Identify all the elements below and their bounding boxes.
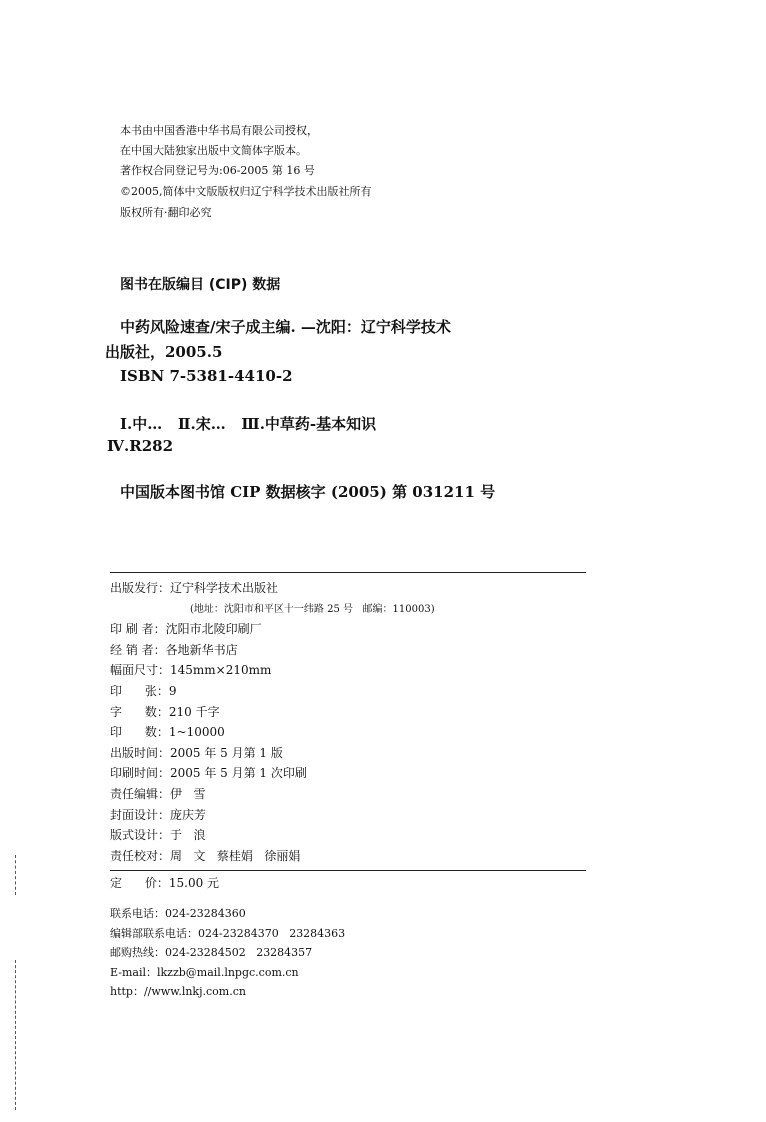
license-line: ©2005,简体中文版版权归辽宁科学技术出版社所有 — [120, 185, 372, 198]
colophon-line: 责任编辑：伊 雪 — [110, 787, 206, 801]
colophon-line: 版式设计：于 浪 — [110, 828, 206, 843]
divider — [110, 870, 586, 871]
cip-record-number: 中国版本图书馆 CIP 数据核字 (2005) 第 031211 号 — [120, 483, 496, 501]
colophon-line: 幅面尺寸：145mm×210mm — [110, 663, 272, 678]
colophon-line: 字 数：210 千字 — [110, 704, 220, 719]
cip-heading: 图书在版编目 (CIP) 数据 — [120, 277, 281, 293]
colophon-line: 印 数：1~10000 — [110, 725, 225, 740]
license-line: 在中国大陆独家出版中文简体字版本。 — [120, 144, 307, 157]
scan-mark — [15, 960, 16, 1110]
contact-line: 联系电话：024-23284360 — [110, 907, 246, 920]
cip-title-line: 出版社，2005.5 — [105, 343, 223, 361]
cip-classification: Ⅳ.R282 — [107, 437, 174, 455]
colophon-line: 出版时间：2005 年 5 月第 1 版 — [110, 745, 283, 760]
colophon-line: 封面设计：庞庆芳 — [110, 807, 207, 822]
contact-line: 编辑部联系电话：024-23284370 23284363 — [110, 926, 346, 940]
contact-line: E-mail：lkzzb@mail.lnpgc.com.cn — [110, 965, 299, 979]
contact-line: http：//www.lnkj.com.cn — [110, 985, 246, 998]
scan-mark — [15, 855, 16, 895]
colophon-line: 出版发行：辽宁科学技术出版社 — [110, 581, 279, 595]
colophon-line: 经 销 者：各地新华书店 — [110, 642, 238, 657]
cip-subjects: Ⅰ.中… Ⅱ.宋… Ⅲ.中草药-基本知识 — [120, 415, 377, 433]
colophon-line: (地址：沈阳市和平区十一纬路 25 号 邮编：110003) — [190, 603, 435, 615]
license-line: 版权所有·翻印必究 — [120, 206, 212, 219]
license-line: 本书由中国香港中华书局有限公司授权， — [120, 124, 318, 137]
contact-line: 邮购热线：024-23284502 23284357 — [110, 946, 313, 959]
colophon-line: 责任校对：周 文 蔡桂娟 徐丽娟 — [110, 848, 301, 863]
divider — [110, 572, 586, 573]
license-line: 著作权合同登记号为:06-2005 第 16 号 — [120, 164, 315, 177]
colophon-line: 印 张：9 — [110, 684, 177, 698]
cip-title-line: 中药风险速查/宋子成主编. —沈阳：辽宁科学技术 — [120, 318, 451, 336]
colophon-line: 印刷时间：2005 年 5 月第 1 次印刷 — [110, 766, 307, 781]
price: 定 价：15.00 元 — [110, 876, 220, 890]
cip-isbn: ISBN 7-5381-4410-2 — [120, 367, 293, 385]
colophon-line: 印 刷 者：沈阳市北陵印刷厂 — [110, 622, 262, 637]
